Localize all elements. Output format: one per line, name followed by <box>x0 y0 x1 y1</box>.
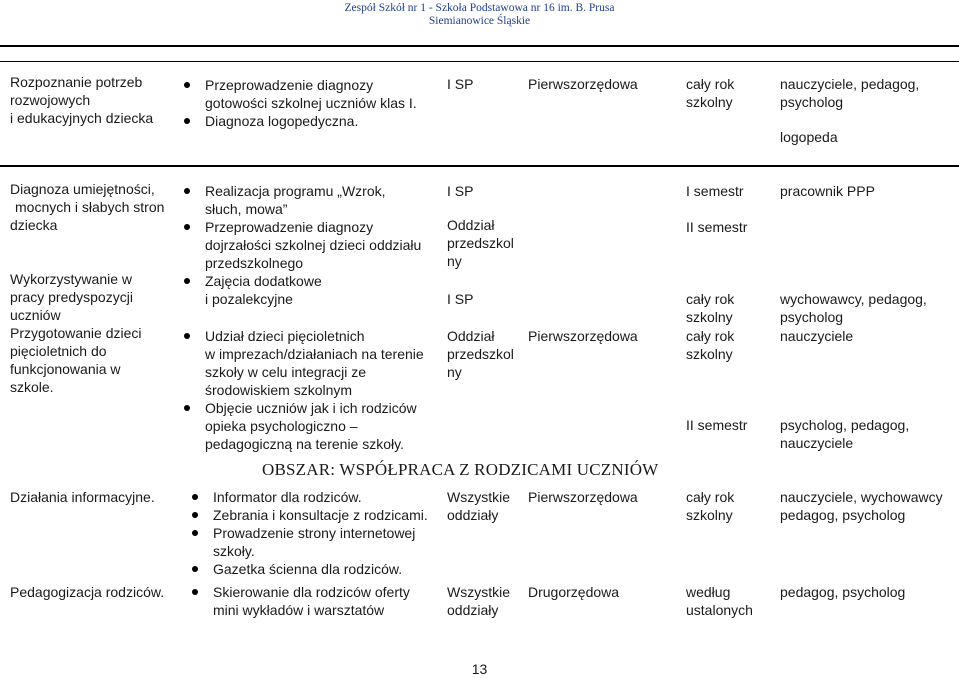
row2-level-d: Oddział przedszkol ny <box>447 328 514 380</box>
row2-responsible-d: psycholog, pedagog, nauczyciele <box>780 417 910 451</box>
list-item: Przeprowadzenie diagnozy dojrzałości szkolnej dzieci oddziału przedszkolnego <box>177 218 421 272</box>
row1-area: Rozpoznanie potrzeb rozwojowych i edukacyjnych dziecka <box>10 74 154 126</box>
table-row-divider <box>0 165 959 167</box>
list-item: Informator dla rodziców. <box>185 488 428 506</box>
row1-responsible-logopeda: logopeda <box>780 129 838 145</box>
row2-time-c: cały rok szkolny <box>686 291 735 325</box>
list-item: Diagnoza logopedyczna. <box>177 112 417 130</box>
row1-priority: Pierwszorzędowa <box>528 76 638 92</box>
list-item: Skierowanie dla rodziców oferty mini wykładów i warsztatów <box>185 583 410 619</box>
row4-tasks <box>185 583 410 619</box>
row2-area-predispositions: Wykorzystywanie w pracy predyspozycji uczniów <box>10 271 133 323</box>
row2-priority: Pierwszorzędowa <box>528 328 638 344</box>
list-item: Zajęcia dodatkowe i pozalekcyjne <box>177 272 421 308</box>
row4-level: Wszystkie oddziały <box>447 584 510 618</box>
row3-responsible: nauczyciele, wychowawcy pedagog, psycholog <box>780 489 943 523</box>
section-title: OBSZAR: WSPÓŁPRACA Z RODZICAMI UCZNIÓW <box>262 460 659 479</box>
row3-time: cały rok szkolny <box>686 489 735 523</box>
table-top-border <box>0 45 959 47</box>
row3-area: Działania informacyjne. <box>10 489 155 505</box>
row2-area-preparation: Przygotowanie dzieci pięcioletnich do funkcjonowania w szkole. <box>10 325 142 395</box>
row1-tasks <box>177 76 417 130</box>
row2-responsible-c: nauczyciele <box>780 328 854 344</box>
row2-responsible-b: wychowawcy, pedagog, psycholog <box>780 291 927 325</box>
row1-time: cały rok szkolny <box>686 76 735 110</box>
row2-level-a: I SP <box>447 183 474 199</box>
row3-priority: Pierwszorzędowa <box>528 489 638 505</box>
row2-tasks-b <box>177 327 424 453</box>
row2-area-diagnosis: Diagnoza umiejętności, mocnych i słabych stron dziecka <box>10 181 165 233</box>
row3-level: Wszystkie oddziały <box>447 489 510 523</box>
row2-tasks-a <box>177 182 421 308</box>
row4-area: Pedagogizacja rodziców. <box>10 584 165 600</box>
row2-time-b: II semestr <box>686 219 748 235</box>
row2-level-c: I SP <box>447 291 474 307</box>
list-item: Realizacja programu „Wzrok, słuch, mowa” <box>177 182 421 218</box>
row2-time-a: I semestr <box>686 183 744 199</box>
row2-time-e: II semestr <box>686 417 748 433</box>
table-top-border-inner <box>0 61 959 62</box>
row4-priority: Drugorzędowa <box>528 584 620 600</box>
row4-time: według ustalonych <box>686 584 753 618</box>
row4-responsible: pedagog, psycholog <box>780 584 906 600</box>
row2-responsible-a: pracownik PPP <box>780 183 875 199</box>
list-item: Zebrania i konsultacje z rodzicami. <box>185 506 428 524</box>
page-number: 13 <box>471 661 488 677</box>
row3-tasks <box>185 488 428 578</box>
header-school-name: Zespół Szkół nr 1 - Szkoła Podstawowa nr 16 im. B. Prusa <box>344 2 615 14</box>
row1-responsible: nauczyciele, pedagog, psycholog <box>780 76 920 110</box>
list-item: Objęcie uczniów jak i ich rodziców opieka psychologiczno – pedagogiczną na terenie szkoły. <box>177 399 424 453</box>
header-city: Siemianowice Śląskie <box>428 15 531 27</box>
row1-level: I SP <box>447 76 474 92</box>
row2-level-b: Oddział przedszkol ny <box>447 217 514 269</box>
list-item: Prowadzenie strony internetowej szkoły. <box>185 524 428 560</box>
list-item: Przeprowadzenie diagnozy gotowości szkolnej uczniów klas I. <box>177 76 417 112</box>
list-item: Gazetka ścienna dla rodziców. <box>185 560 428 578</box>
row2-time-d: cały rok szkolny <box>686 328 735 362</box>
list-item: Udział dzieci pięcioletnich w imprezach/działaniach na terenie szkoły w celu integracji ze środowiskiem szkolnym <box>177 327 424 399</box>
